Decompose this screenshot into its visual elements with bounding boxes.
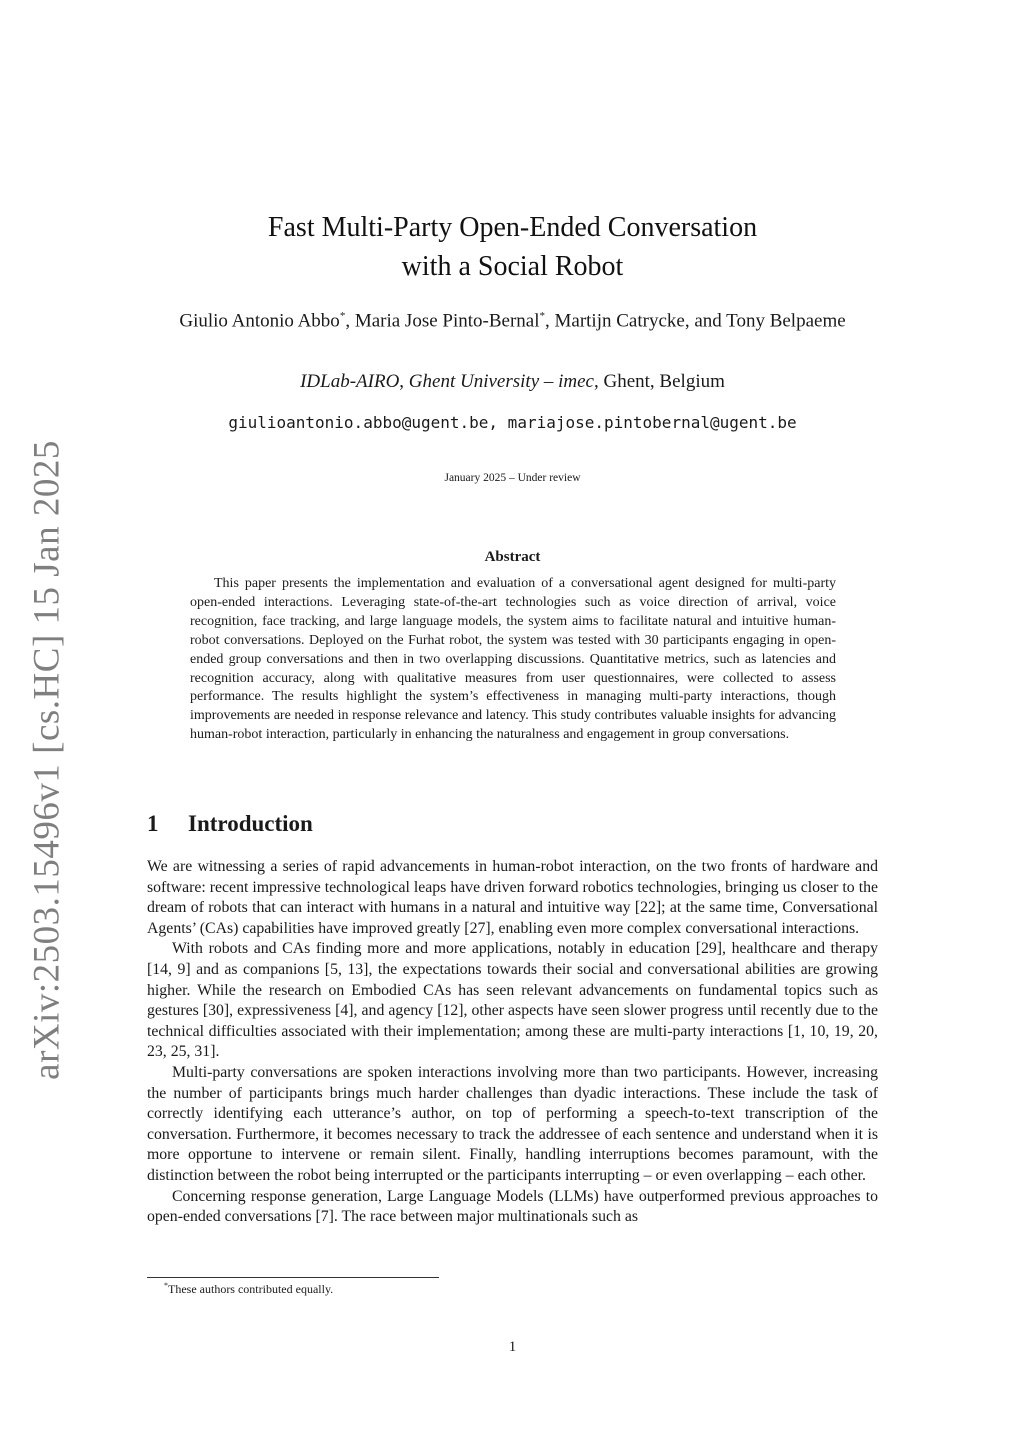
affiliation-university: Ghent University: [408, 371, 540, 392]
affiliation: [147, 370, 878, 394]
section-number: 1: [147, 811, 159, 836]
author-name: , Maria Jose Pinto-Bernal: [345, 310, 540, 332]
affiliation-location: , Ghent, Belgium: [594, 371, 725, 392]
footnote-text: These authors contributed equally.: [168, 1282, 334, 1296]
page-number: 1: [508, 1339, 517, 1355]
footnote: [164, 1281, 864, 1297]
equal-contribution-mark: *: [339, 310, 346, 322]
date-line: January 2025 – Under review: [444, 472, 581, 484]
body-paragraph: Concerning response generation, Large Language Models (LLMs) have outperformed previous approaches to open-ended conversations [7]. The race between major multinationals such as: [147, 1187, 878, 1226]
section-title: Introduction: [188, 811, 313, 836]
affiliation-separator: ,: [399, 371, 409, 392]
author-emails: giulioantonio.abbo@ugent.be, mariajose.pintobernal@ugent.be: [228, 413, 797, 432]
author-names-rest: , Martijn Catrycke, and Tony Belpaeme: [545, 310, 846, 332]
title-line-2: with a Social Robot: [401, 251, 624, 282]
abstract-text: This paper presents the implementation and evaluation of a conversational agent designed for multi-party open-ended interactions. Leveraging state-of-the-art technologies such as voice direction of arrival, voice recognition, face tracking, and large language models, the system aims to facilitate natural and intuitive human-robot conversations. Deployed on the Furhat robot, the system was tested with 30 participants engaging in open-ended group conversations and then in two overlapping discussions. Quantitative metrics, such as latencies and recognition accuracy, along with qualitative measures from user questionnaires, were collected to assess performance. The results highlight the system’s effectiveness in managing multi-party interactions, though improvements are needed in response relevance and latency. This study contributes valuable insights for advancing human-robot interaction, particularly in enhancing the naturalness and engagement in group conversations.: [190, 576, 836, 743]
affiliation-separator: –: [539, 371, 559, 392]
author-list: [157, 304, 868, 333]
section-heading: [147, 811, 878, 837]
arxiv-identifier-stamp: arXiv:2503.15496v1 [cs.HC] 15 Jan 2025: [26, 440, 68, 1080]
paper-title: [147, 208, 878, 286]
footnote-rule: [147, 1277, 439, 1278]
abstract-heading: Abstract: [484, 549, 541, 565]
equal-contribution-mark: *: [539, 310, 545, 322]
body-paragraph: We are witnessing a series of rapid advancements in human-robot interaction, on the two fronts of hardware and software: recent impressive technological leaps have driven forward robotics technologies, bringing us closer to the dream of robots that can interact with humans in a natural and intuitive way [22]; at the same time, Conversational Agents’ (CAs) capabilities have improved greatly [27], enabling even more complex conversational interactions.: [147, 858, 878, 937]
footnote-mark: *: [164, 1281, 168, 1290]
affiliation-imec: imec: [558, 371, 594, 392]
body-text: [147, 857, 878, 1228]
affiliation-lab: IDLab-AIRO: [300, 371, 400, 392]
author-name: Giulio Antonio Abbo: [179, 310, 340, 332]
title-line-1: Fast Multi-Party Open-Ended Conversation: [267, 212, 758, 243]
body-paragraph: With robots and CAs finding more and more applications, notably in education [29], healthcare and therapy [14, 9] and as companions [5, 13], the expectations towards their social and conversational abilities are growing higher. While the research on Embodied CAs has seen relevant advancements on fundamental topics such as gestures [30], expressiveness [4], and agency [12], other aspects have seen slower progress until recently due to the technical difficulties associated with their implementation; among these are multi-party interactions [1, 10, 19, 20, 23, 25, 31].: [147, 940, 878, 1061]
body-paragraph: Multi-party conversations are spoken interactions involving more than two participants. However, increasing the number of participants brings much harder challenges than dyadic interactions. These include the task of correctly identifying each utterance’s author, on top of performing a speech-to-text transcription of the conversation. Furthermore, it becomes necessary to track the addressee of each sentence and understand when it is more opportune to intervene or remain silent. Finally, handling interruptions becomes paramount, with the distinction between the robot being interrupted or the participants interrupting – or even overlapping – each other.: [147, 1063, 878, 1184]
